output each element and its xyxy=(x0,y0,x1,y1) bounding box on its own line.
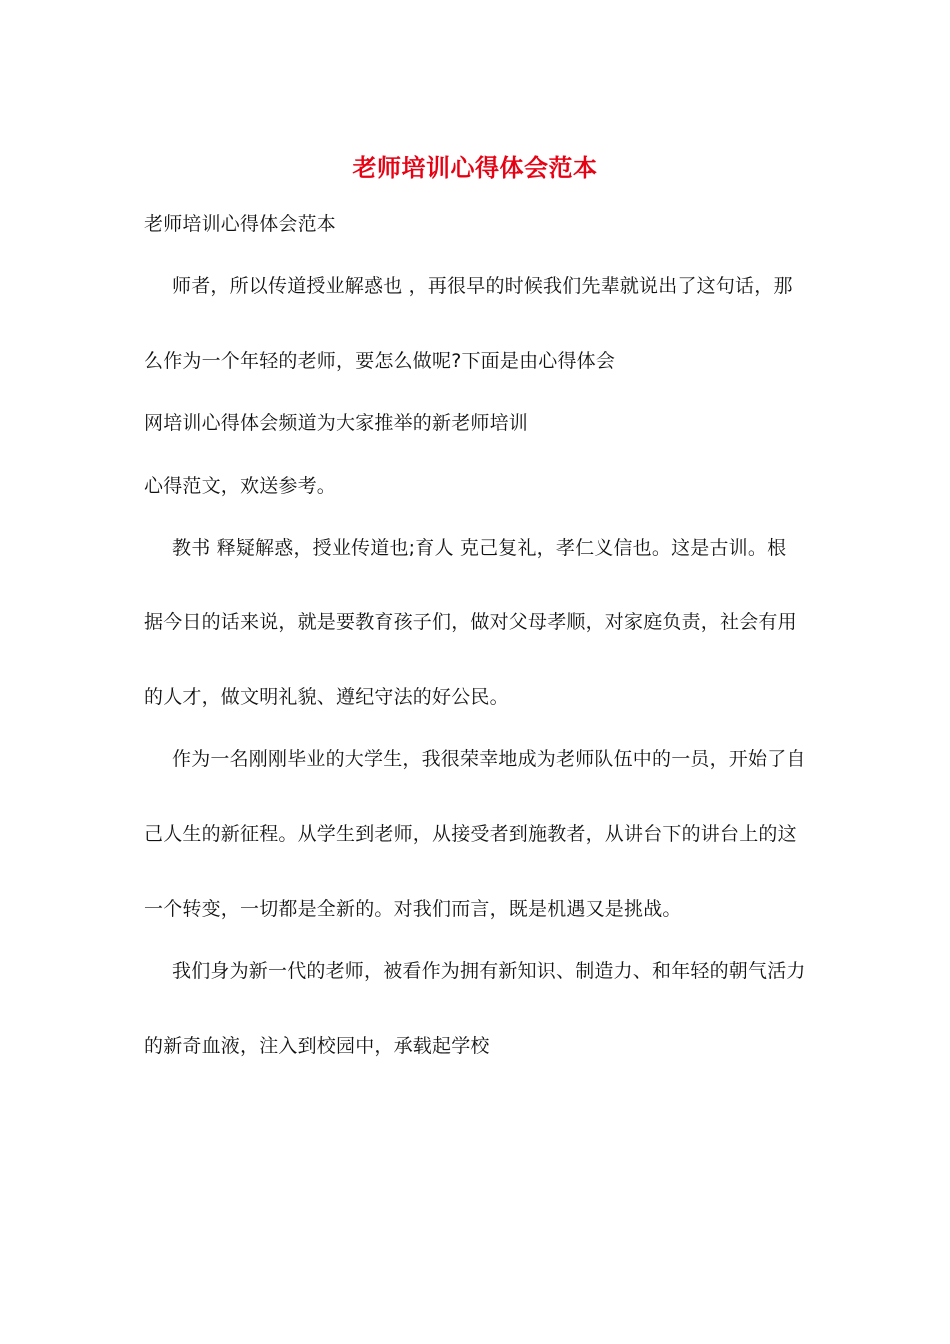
paragraph-line: 教书 释疑解惑，授业传道也;育人 克己复礼，孝仁义信也。这是古训。根 xyxy=(172,537,787,559)
paragraph-line: 作为一名刚刚毕业的大学生，我很荣幸地成为老师队伍中的一员，开始了自 xyxy=(172,748,806,770)
paragraph-line: 网培训心得体会频道为大家推举的新老师培训 xyxy=(144,412,529,434)
paragraph-line: 心得范文，欢送参考。 xyxy=(144,475,337,497)
paragraph-line: 师者，所以传道授业解惑也 ，再很早的时候我们先辈就说出了这句话，那 xyxy=(172,275,793,297)
document-subtitle: 老师培训心得体会范本 xyxy=(144,213,337,235)
paragraph-line: 一个转变，一切都是全新的。对我们而言，既是机遇又是挑战。 xyxy=(144,898,682,920)
paragraph-line: 的新奇血液，注入到校园中，承载起学校 xyxy=(144,1035,490,1057)
paragraph-line: 我们身为新一代的老师，被看作为拥有新知识、制造力、和年轻的朝气活力 xyxy=(172,960,806,982)
paragraph-line: 据今日的话来说，就是要教育孩子们，做对父母孝顺，对家庭负责，社会有用 xyxy=(144,611,797,633)
paragraph-line: 的人才，做文明礼貌、遵纪守法的好公民。 xyxy=(144,686,509,708)
paragraph-line: 己人生的新征程。从学生到老师，从接受者到施教者，从讲台下的讲台上的这 xyxy=(144,823,797,845)
document-title: 老师培训心得体会范本 xyxy=(352,153,598,182)
paragraph-line: 么作为一个年轻的老师，要怎么做呢?下面是由心得体会 xyxy=(144,350,616,372)
